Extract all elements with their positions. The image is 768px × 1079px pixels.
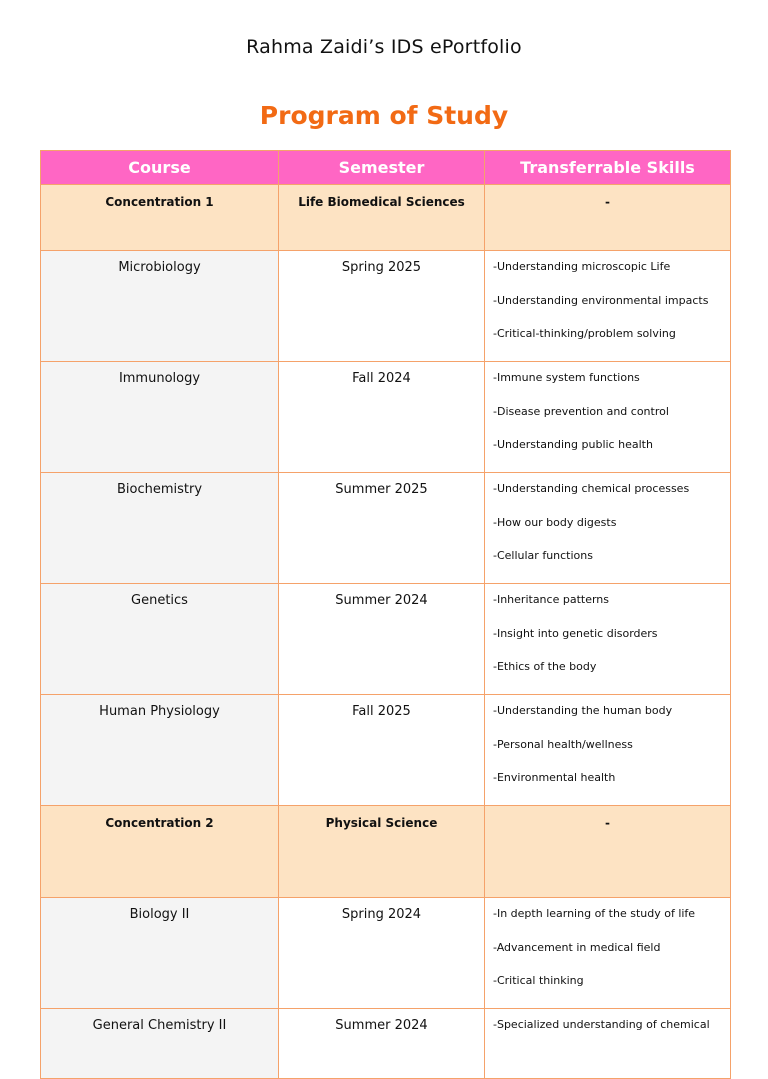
skill-item: -Understanding chemical processes (493, 482, 690, 495)
course-name: Biology II (41, 898, 279, 1009)
course-name: Biochemistry (41, 473, 279, 584)
concentration-row (41, 806, 731, 898)
course-semester: Summer 2025 (279, 473, 485, 584)
concentration-skills: - (485, 806, 731, 898)
concentration-name: Life Biomedical Sciences (279, 185, 485, 251)
skill-item: -Inheritance patterns (493, 593, 609, 606)
concentration-skills: - (485, 185, 731, 251)
skill-item: -Specialized understanding of chemical (493, 1018, 710, 1031)
program-of-study-table (40, 150, 731, 1079)
table-row (41, 362, 731, 473)
course-skills (485, 473, 731, 584)
column-header-skills: Transferrable Skills (485, 151, 731, 185)
table-header-row (41, 151, 731, 185)
course-skills (485, 251, 731, 362)
course-semester: Fall 2025 (279, 695, 485, 806)
skill-item: -Immune system functions (493, 371, 640, 384)
course-semester: Summer 2024 (279, 584, 485, 695)
column-header-semester: Semester (279, 151, 485, 185)
concentration-name: Physical Science (279, 806, 485, 898)
table-row (41, 473, 731, 584)
course-skills (485, 584, 731, 695)
course-skills (485, 695, 731, 806)
skill-item: -Ethics of the body (493, 660, 597, 673)
course-name: Genetics (41, 584, 279, 695)
course-semester: Fall 2024 (279, 362, 485, 473)
skill-item: -Personal health/wellness (493, 737, 633, 751)
table-row (41, 584, 731, 695)
course-name: General Chemistry II (41, 1009, 279, 1079)
skill-item: -Environmental health (493, 771, 616, 784)
skill-item: -Critical thinking (493, 974, 584, 987)
skill-item: -Critical-thinking/problem solving (493, 327, 676, 340)
skill-item: -Insight into genetic disorders (493, 626, 658, 640)
course-semester: Spring 2025 (279, 251, 485, 362)
course-skills (485, 1009, 731, 1079)
program-table-container (40, 150, 731, 1033)
skill-item: -In depth learning of the study of life (493, 907, 696, 920)
skill-item: -How our body digests (493, 515, 617, 529)
skill-item: -Advancement in medical field (493, 940, 661, 954)
skill-item: -Cellular functions (493, 549, 593, 562)
skill-item: -Understanding public health (493, 438, 653, 451)
table-row (41, 898, 731, 1009)
program-of-study-heading: Program of Study (259, 101, 509, 130)
course-name: Immunology (41, 362, 279, 473)
course-semester: Spring 2024 (279, 898, 485, 1009)
skill-item: -Disease prevention and control (493, 404, 669, 418)
skill-item: -Understanding environmental impacts (493, 293, 709, 307)
column-header-course: Course (41, 151, 279, 185)
table-row (41, 695, 731, 806)
concentration-label: Concentration 2 (41, 806, 279, 898)
course-skills (485, 898, 731, 1009)
concentration-label: Concentration 1 (41, 185, 279, 251)
table-row (41, 251, 731, 362)
course-name: Microbiology (41, 251, 279, 362)
document-title: Rahma Zaidi’s IDS ePortfolio (246, 36, 522, 58)
table-row (41, 1009, 731, 1079)
course-name: Human Physiology (41, 695, 279, 806)
skill-item: -Understanding the human body (493, 704, 673, 717)
skill-item: -Understanding microscopic Life (493, 260, 671, 273)
course-skills (485, 362, 731, 473)
concentration-row (41, 185, 731, 251)
course-semester: Summer 2024 (279, 1009, 485, 1079)
